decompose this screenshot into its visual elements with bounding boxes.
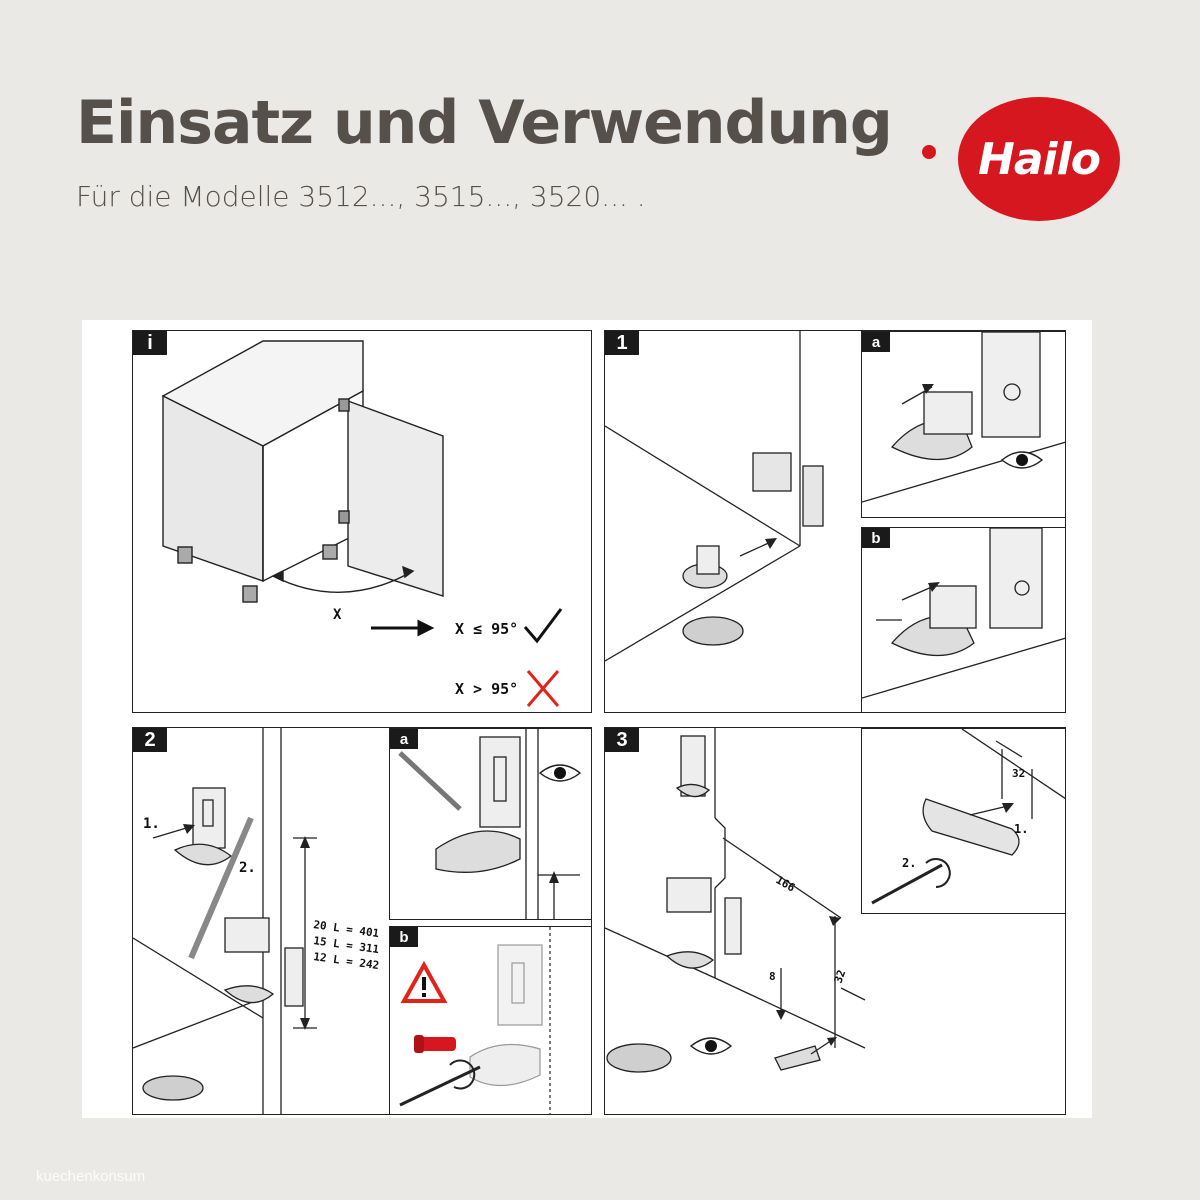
dim-166: 166	[773, 873, 798, 895]
red-dowel	[414, 1035, 456, 1053]
rule-ok-label: X ≤ 95°	[455, 620, 519, 638]
checkmark-icon	[525, 609, 561, 641]
eye-icon	[691, 1038, 731, 1054]
height-12l: 12 L = 242	[312, 950, 380, 973]
panel-badge: i	[133, 331, 167, 355]
rule-bad-label: X > 95°	[455, 680, 519, 698]
panel-badge: a	[862, 332, 890, 352]
dim-8: 8	[769, 970, 776, 983]
panel-badge: a	[390, 729, 418, 749]
watermark: kuechenkonsum	[36, 1168, 146, 1185]
panel-step-2b	[389, 926, 592, 1115]
panel-badge: b	[862, 528, 890, 548]
panel-info	[132, 330, 592, 713]
panel-badge: 3	[605, 728, 639, 752]
detail-step-1-label: 1.	[1014, 822, 1029, 836]
eye-icon	[540, 765, 580, 781]
panel-step-1	[604, 330, 1066, 713]
panel-step-2	[132, 727, 592, 1115]
detail-step-2-label: 2.	[902, 856, 917, 870]
page-title: Einsatz und Verwendung	[76, 88, 892, 158]
warning-icon	[404, 965, 444, 1001]
cross-icon	[528, 671, 558, 706]
panel-step-3-detail	[861, 728, 1066, 914]
panel-step-1b	[861, 527, 1066, 713]
panel-badge: b	[390, 927, 418, 947]
dim-32-top: 32	[1012, 767, 1026, 780]
angle-label: X	[333, 607, 342, 623]
page-subtitle: Für die Modelle 3512..., 3515..., 3520... .	[76, 180, 646, 213]
panel-step-3	[604, 727, 1066, 1115]
panel-badge: 2	[133, 728, 167, 752]
instruction-sheet	[82, 320, 1092, 1118]
hailo-logo	[958, 97, 1120, 221]
dim-32-bottom: 32	[831, 968, 849, 986]
panel-step-1a	[861, 331, 1066, 518]
step-2-label: 2.	[239, 860, 256, 876]
cabinet-illustration	[133, 331, 591, 712]
title-dot	[922, 145, 936, 159]
eye-icon	[1002, 452, 1042, 468]
step-1-label: 1.	[143, 816, 160, 832]
panel-badge: 1	[605, 331, 639, 355]
height-20l: 20 L = 401	[312, 918, 380, 941]
logo-text: Hailo	[978, 133, 1100, 185]
panel-step-2a	[389, 728, 592, 920]
height-15l: 15 L = 311	[312, 934, 380, 957]
